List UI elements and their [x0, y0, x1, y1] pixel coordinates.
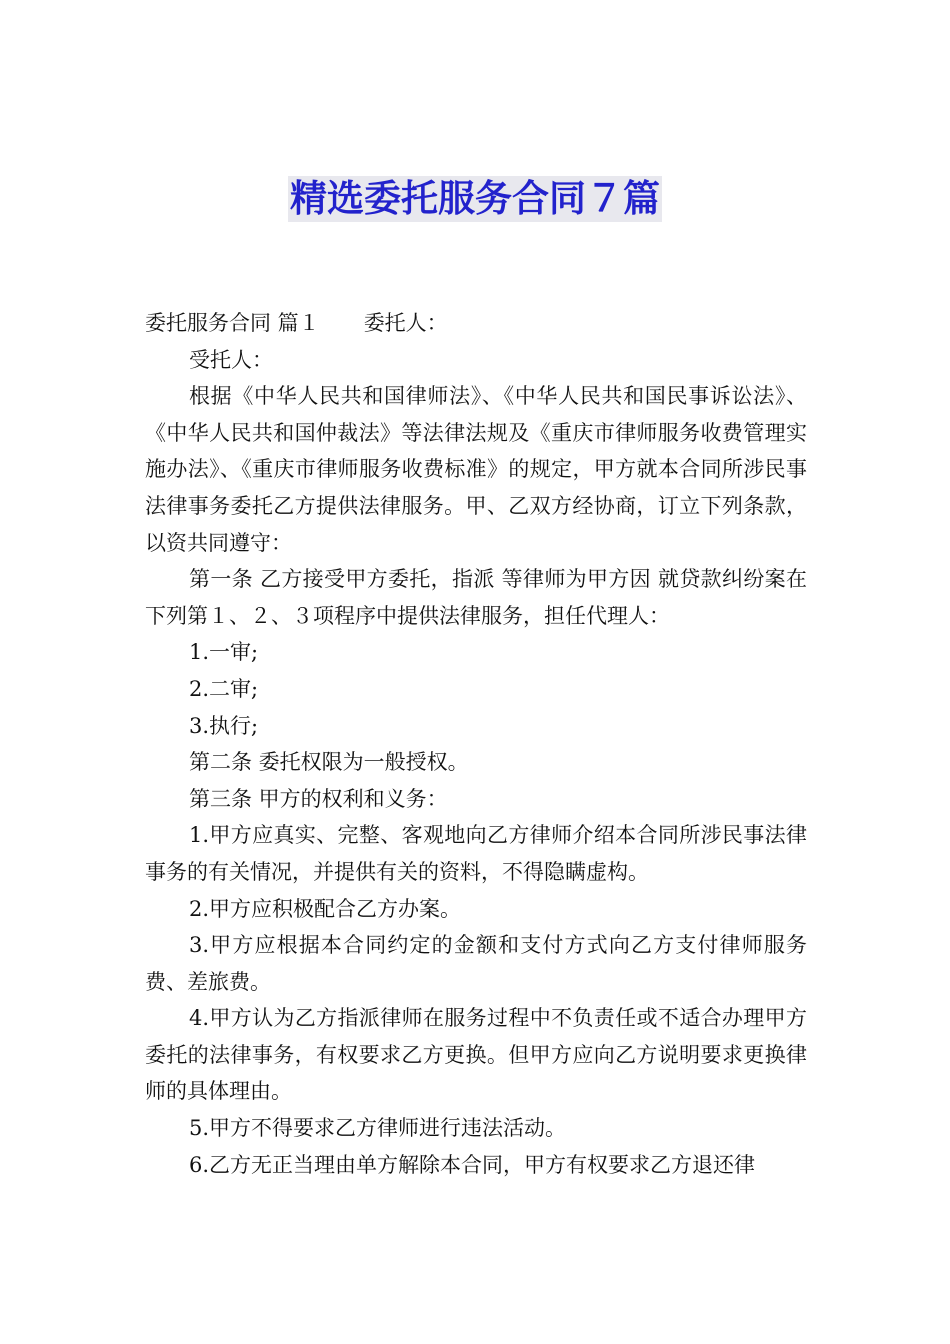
paragraph-trustee: 受托人：	[189, 347, 273, 372]
list-item: 2.甲方应积极配合乙方办案。	[189, 896, 462, 921]
section-heading-line	[145, 305, 807, 342]
paragraph-preamble: 根据《中华人民共和国律师法》、《中华人民共和国民事诉讼法》、《中华人民共和国仲裁法》等法律法规及《重庆市律师服务收费管理实施办法》、《重庆市律师服务收费标准》的规定，甲方就本合同所涉民事法律事务委托乙方提供法律服务。甲、乙双方经协商，订立下列条款，以资共同遵守：	[145, 384, 807, 555]
section-heading: 委托服务合同 篇１	[145, 311, 320, 335]
client-label: 委托人：	[363, 311, 448, 335]
document-body	[145, 305, 807, 1183]
list-item: 5.甲方不得要求乙方律师进行违法活动。	[189, 1116, 567, 1141]
paragraph-article-1: 第一条 乙方接受甲方委托，指派 等律师为甲方因 就贷款纠纷案在下列第１、２、３项程序中提供法律服务，担任代理人：	[145, 567, 807, 628]
title-container	[0, 176, 950, 222]
document-title: 精选委托服务合同７篇	[290, 177, 660, 220]
list-item: 3.执行;	[189, 713, 259, 738]
list-item: 1.一审;	[189, 640, 259, 665]
list-item: 1.甲方应真实、完整、客观地向乙方律师介绍本合同所涉民事法律事务的有关情况，并提供有关的资料，不得隐瞒虚构。	[145, 823, 807, 884]
paragraph-article-2: 第二条 委托权限为一般授权。	[189, 750, 469, 775]
paragraph-article-3: 第三条 甲方的权利和义务：	[189, 786, 448, 811]
list-item: 4.甲方认为乙方指派律师在服务过程中不负责任或不适合办理甲方委托的法律事务，有权要求乙方更换。但甲方应向乙方说明要求更换律师的具体理由。	[145, 1006, 807, 1104]
list-item: 6.乙方无正当理由单方解除本合同，甲方有权要求乙方退还律	[189, 1152, 756, 1177]
list-item: 3.甲方应根据本合同约定的金额和支付方式向乙方支付律师服务费、差旅费。	[145, 933, 807, 994]
list-item: 2.二审;	[189, 676, 259, 701]
